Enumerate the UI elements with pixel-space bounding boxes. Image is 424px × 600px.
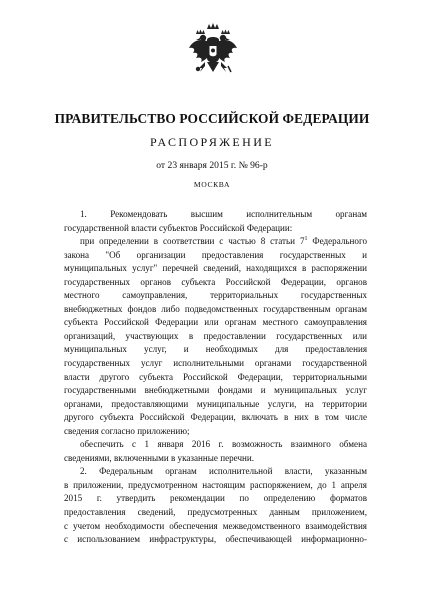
body-line: предоставления сведений, предусмотренных данным приложением, [64, 507, 367, 518]
body-line: сведения согласно приложению; [64, 425, 190, 436]
body-line: сведениями, включенными в указанные перечни. [64, 452, 255, 463]
body-line: государственных услуг исполнительными органами государственной [64, 358, 367, 369]
document-type: РАСПОРЯЖЕНИЕ [149, 135, 274, 149]
body-line: внебюджетных фондов либо подведомственных государственным органам [64, 303, 367, 314]
body-line-tail: Федерального [307, 236, 367, 247]
body-line: государственными внебюджетными фондами и муниципальных услуг [64, 385, 367, 396]
body-line: государственной власти субъектов Российской Федерации: [64, 222, 293, 233]
superscript: 1 [304, 236, 308, 243]
body-line: с использованием инфраструктуры, обеспечивающей информационно- [64, 534, 367, 545]
body-line: с учетом необходимости обеспечения межведомственного взаимодействия [64, 520, 367, 531]
body-line: власти другого субъекта Российской Федерации, территориальными [64, 371, 367, 382]
document-body [64, 208, 367, 547]
body-line: муниципальных услуг" перечней сведений, находящихся в распоряжении [64, 263, 367, 274]
body-line: обеспечить с 1 января 2016 г. возможность взаимного обмена [80, 439, 367, 450]
body-line [64, 235, 367, 249]
document-city: МОСКВА [193, 180, 231, 189]
body-line: субъекта Российской Федерации или органам местного самоуправления [64, 317, 367, 328]
document-date-number: от 23 января 2015 г. № 96-р [156, 160, 268, 171]
body-line: организаций, участвующих в предоставлении государственных или [64, 330, 367, 341]
body-line: другого субъекта Российской Федерации, включать в них в том числе [64, 412, 367, 423]
body-line: муниципальных услуг, и необходимых для предоставления [64, 344, 367, 355]
body-line: органами, предоставляющими муниципальные услуги, на территории [64, 398, 367, 409]
body-line: 2015 г. утвердить рекомендации по определению форматов [64, 493, 367, 504]
body-line: государственных органов субъекта Российской Федерации, органов [64, 276, 367, 287]
body-line: 1. Рекомендовать высшим исполнительным органам [80, 209, 367, 219]
body-line: в приложении, предусмотренном настоящим распоряжением, до 1 апреля [64, 479, 367, 490]
body-line: 2. Федеральным органам исполнительной власти, указанным [80, 466, 367, 477]
body-line-text: при определении в соответствии с частью 8 статьи 7 [80, 236, 305, 247]
body-line: местного самоуправления, территориальных государственных [64, 290, 367, 301]
body-line: закона "Об организации предоставления государственных и [64, 249, 367, 260]
russian-coat-of-arms-icon [187, 22, 239, 80]
government-title: ПРАВИТЕЛЬСТВО РОССИЙСКОЙ ФЕДЕРАЦИИ [54, 111, 370, 126]
